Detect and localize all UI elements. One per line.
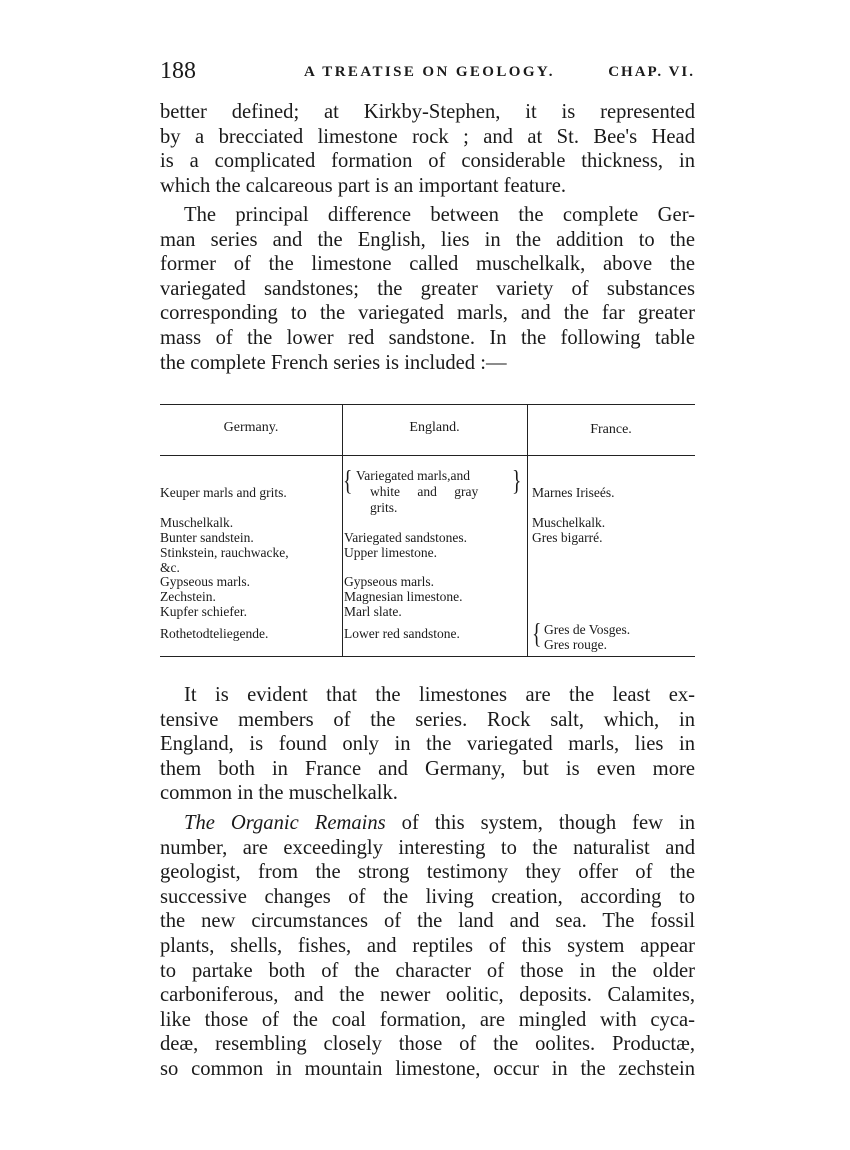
text-line xyxy=(160,811,695,836)
text-line: It is evident that the limestones are the least ex- xyxy=(184,684,695,706)
england-cell: Variegated sandstones. xyxy=(344,530,467,545)
text-line: former of the limestone called muschelkalk, above the xyxy=(160,253,695,276)
text-line: deæ, resembling closely those of the oolites. Productæ, xyxy=(160,1033,695,1056)
text-line: successive changes of the living creation, according to xyxy=(160,885,695,908)
text-line: the complete French series is included :— xyxy=(160,351,507,374)
france-cell: Gres de Vosges. xyxy=(544,622,631,637)
text-line: variegated sandstones; the greater variety of substances xyxy=(160,277,695,300)
table-bottom-rule xyxy=(160,656,695,657)
text-line: better defined; at Kirkby-Stephen, it is represented xyxy=(160,101,695,123)
text-line: by a brecciated limestone rock ; and at St. Bee's Head xyxy=(160,125,695,148)
text-line: like those of the coal formation, are mingled with cyca- xyxy=(160,1008,695,1031)
running-title: A TREATISE ON GEOLOGY. xyxy=(304,64,555,80)
chapter-label: CHAP. VI. xyxy=(608,64,695,80)
strata-comparison-table xyxy=(160,400,695,662)
text-line: geologist, from the strong testimony they offer of the xyxy=(160,861,695,884)
page-number: 188 xyxy=(160,58,196,84)
england-cell: grits. xyxy=(370,500,398,515)
paragraph-4 xyxy=(160,811,695,1082)
england-cell: Upper limestone. xyxy=(344,545,437,560)
text-line: is a complicated formation of considerable thickness, in xyxy=(160,150,695,173)
germany-cell: Kupfer schiefer. xyxy=(160,604,247,619)
text-line: plants, shells, fishes, and reptiles of this system appear xyxy=(160,934,695,957)
text-line: them both in France and Germany, but is even more xyxy=(160,757,695,780)
text-line: so common in mountain limestone, occur in the zechstein xyxy=(160,1057,695,1080)
england-cell: Gypseous marls. xyxy=(344,574,434,589)
france-cell: Muschelkalk. xyxy=(532,515,606,530)
text-line: common in the muschelkalk. xyxy=(160,782,398,805)
text-line: England, is found only in the variegated marls, lies in xyxy=(160,733,695,756)
text-line: to partake both of the character of those in the older xyxy=(160,959,695,982)
england-cell: Marl slate. xyxy=(344,604,402,619)
germany-cell: Zechstein. xyxy=(160,589,216,604)
text-line: The principal difference between the complete Ger- xyxy=(184,204,695,226)
germany-cell: Stinkstein, rauchwacke, xyxy=(160,545,289,560)
paragraph-3 xyxy=(160,683,695,806)
left-brace-icon: { xyxy=(532,619,542,650)
germany-cell: Muschelkalk. xyxy=(160,515,234,530)
germany-cell: Bunter sandstein. xyxy=(160,530,254,545)
germany-cell: &c. xyxy=(160,560,180,575)
paragraph-2 xyxy=(160,203,695,375)
text-line: the new circumstances of the land and sea. The fossil xyxy=(160,910,695,933)
running-header xyxy=(160,58,695,92)
text-line: mass of the lower red sandstone. In the following table xyxy=(160,326,695,349)
text-line: corresponding to the variegated marls, and the far greater xyxy=(160,302,695,325)
text-line: number, are exceedingly interesting to the naturalist and xyxy=(160,836,695,859)
header-france: France. xyxy=(590,422,632,437)
text-line: carboniferous, and the newer oolitic, deposits. Calamites, xyxy=(160,984,695,1007)
italic-lead: The Organic Remains xyxy=(184,812,386,834)
right-brace-icon: } xyxy=(512,466,522,497)
column-divider xyxy=(342,404,343,656)
text-line: which the calcareous part is an important feature. xyxy=(160,174,566,197)
paragraph-1 xyxy=(160,100,695,198)
left-brace-icon: { xyxy=(343,466,353,497)
england-cell: Variegated marls,and xyxy=(356,468,470,483)
england-cell: white and gray xyxy=(370,484,479,499)
france-cell: Gres rouge. xyxy=(544,637,607,652)
text-line: man series and the English, lies in the addition to the xyxy=(160,228,695,251)
table-top-rule xyxy=(160,404,695,405)
england-cell: Lower red sandstone. xyxy=(344,626,460,641)
table-header-rule xyxy=(160,455,695,456)
text-line: tensive members of the series. Rock salt, which, in xyxy=(160,708,695,731)
germany-cell: Rothetodteliegende. xyxy=(160,626,269,641)
lead-line-rest: of this system, though few in xyxy=(385,812,696,834)
header-england: England. xyxy=(409,420,460,435)
header-germany: Germany. xyxy=(223,420,279,435)
france-cell: Gres bigarré. xyxy=(532,530,603,545)
germany-cell: Keuper marls and grits. xyxy=(160,485,287,500)
england-cell: Magnesian limestone. xyxy=(344,589,463,604)
france-cell: Marnes Iriseés. xyxy=(532,485,615,500)
column-divider xyxy=(527,404,528,656)
germany-cell: Gypseous marls. xyxy=(160,574,250,589)
